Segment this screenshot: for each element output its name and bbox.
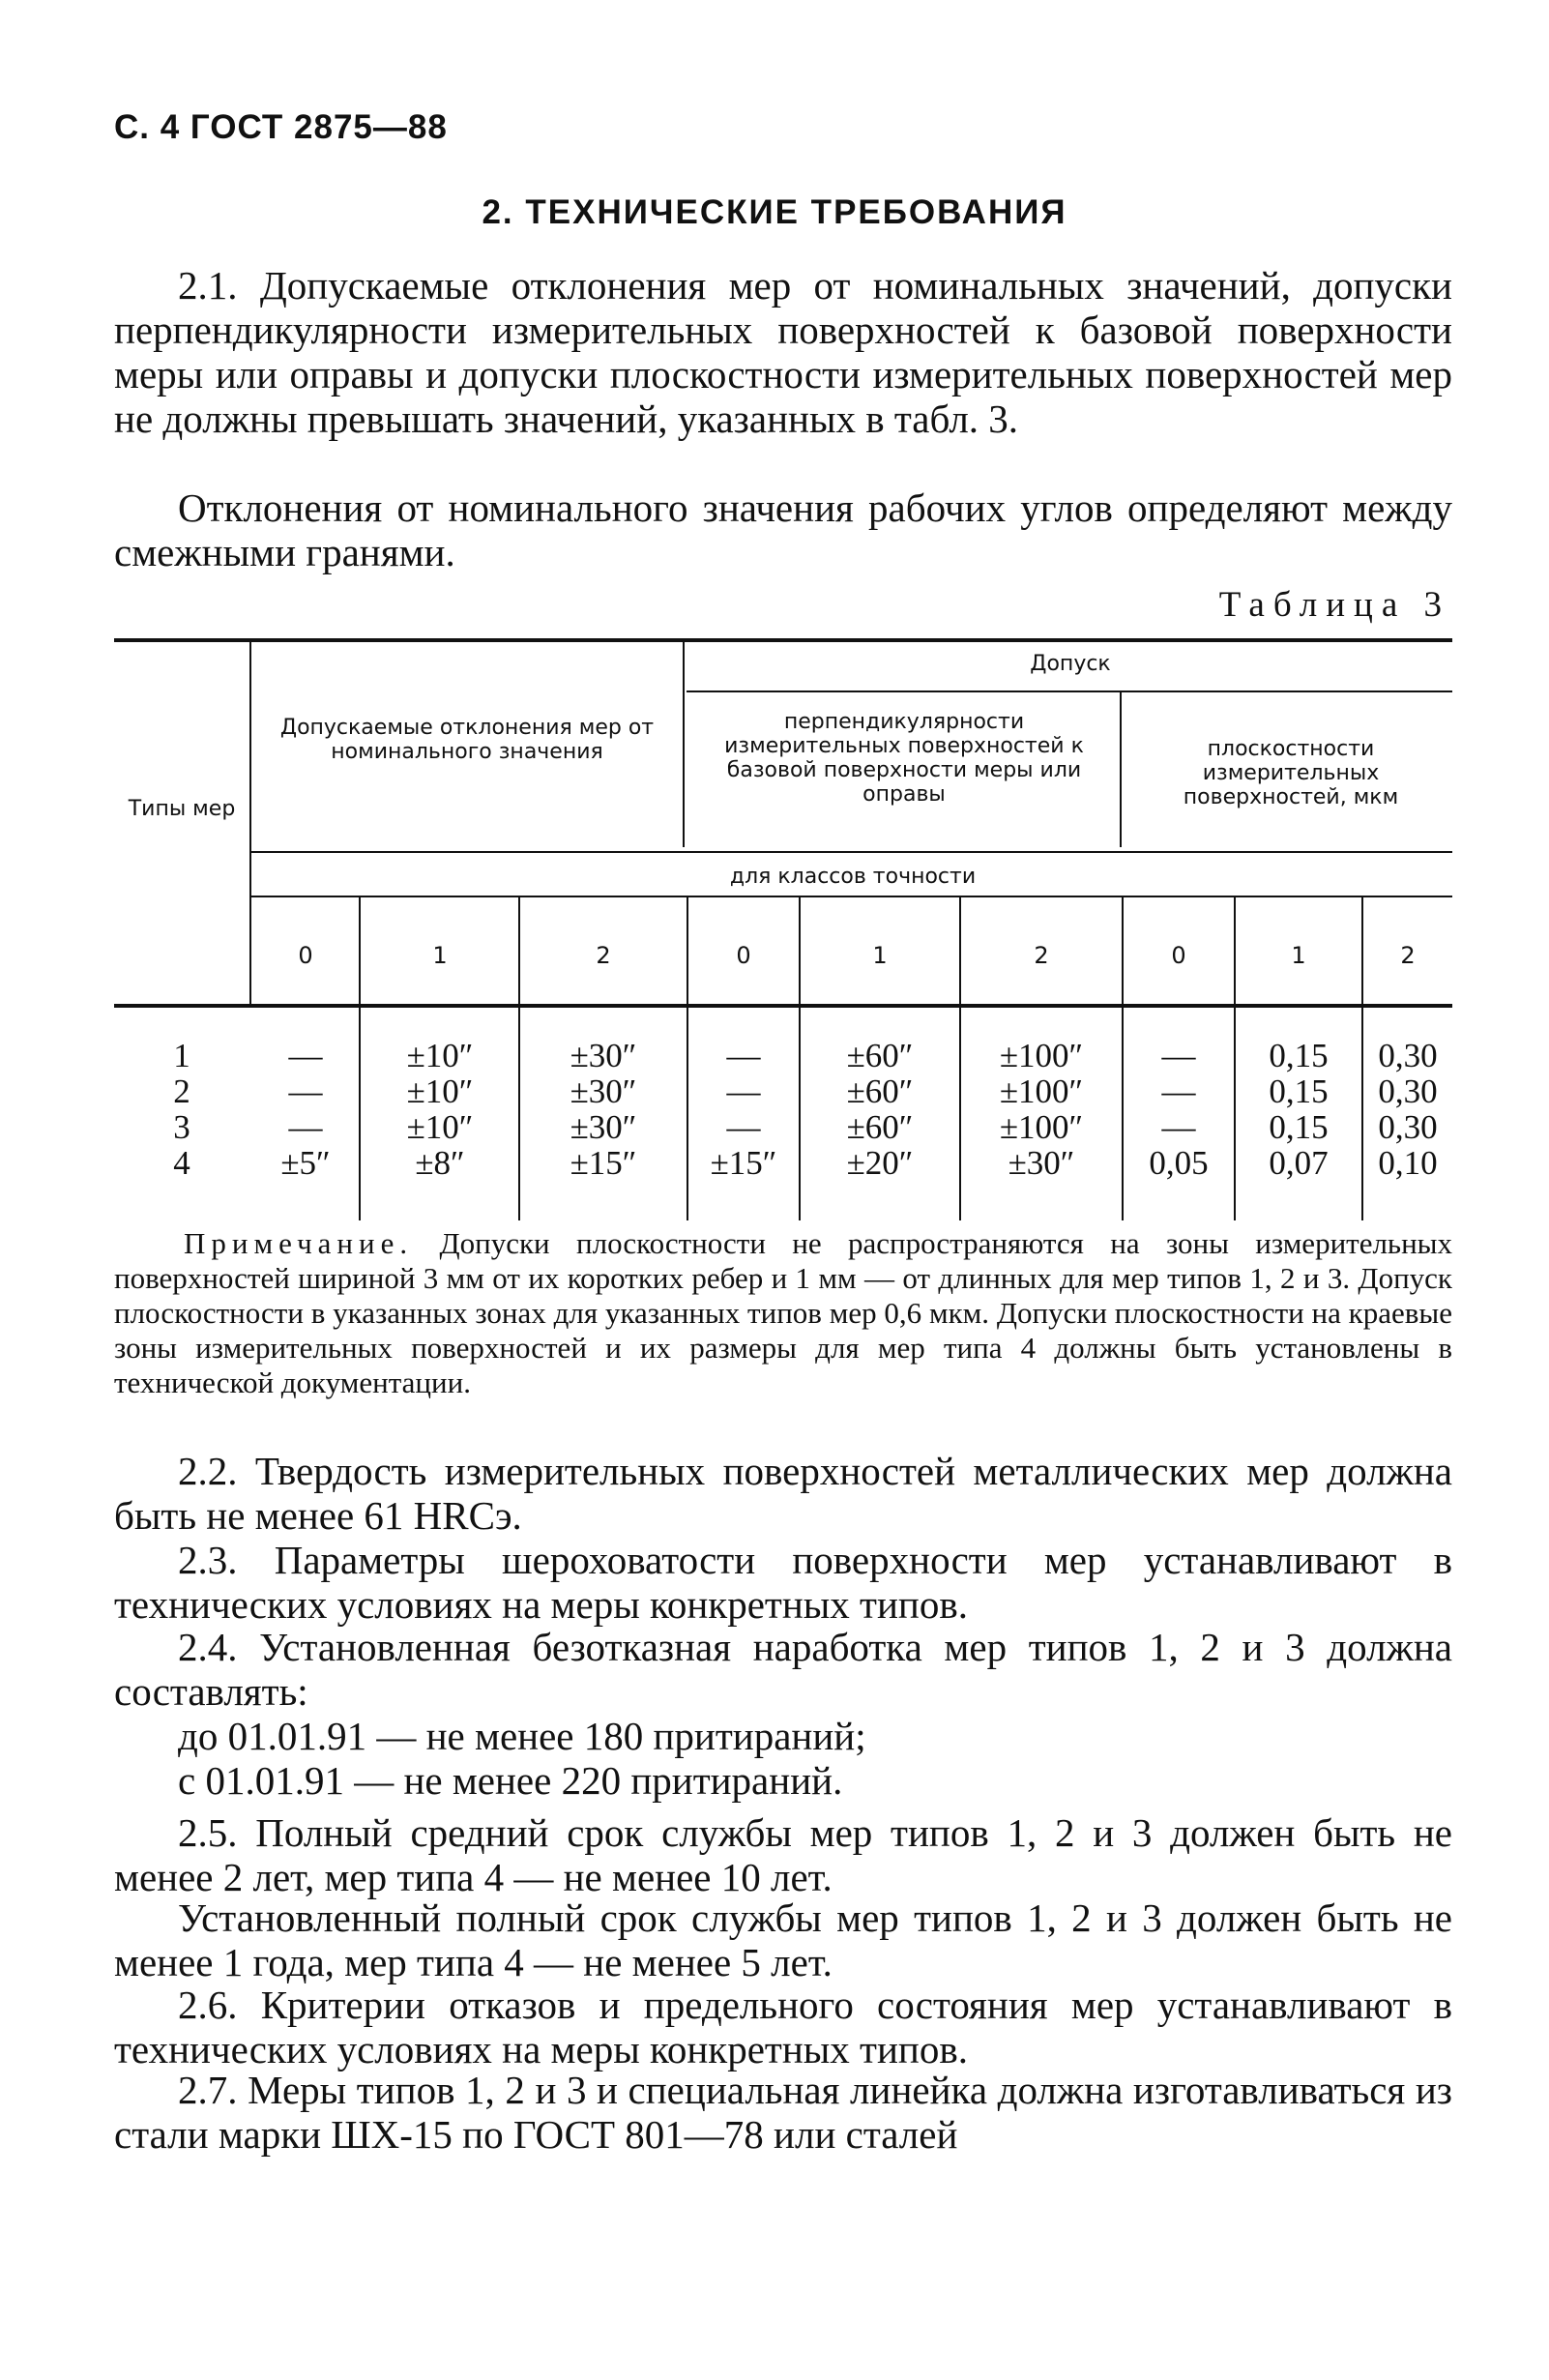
- table-cell: —: [1161, 1037, 1196, 1074]
- column-header-deviation: Допускаемые отклонения мер от номинального значения: [279, 716, 655, 764]
- table-caption: Таблица 3: [1218, 585, 1450, 625]
- table-cell: ±15″: [570, 1144, 637, 1182]
- class-label: 1: [872, 942, 888, 969]
- paragraph-2-4-a: до 01.01.91 — не менее 180 притираний;: [178, 1714, 866, 1758]
- table-cell: 4: [173, 1144, 190, 1182]
- paragraph-2-5: 2.5. Полный средний срок службы мер типов 1, 2 и 3 должен быть не менее 2 лет, мер типа 4 — не менее 10 лет.: [114, 1810, 1452, 1899]
- table-cell: —: [288, 1072, 323, 1110]
- table-cell: 0,30: [1378, 1108, 1438, 1146]
- class-label: 0: [736, 942, 751, 969]
- running-head: С. 4 ГОСТ 2875—88: [114, 108, 448, 146]
- paragraph-2-3: 2.3. Параметры шероховатости поверхности мер устанавливают в технических условиях на меры конкретных типов.: [114, 1538, 1452, 1627]
- table-cell: 0,15: [1269, 1037, 1329, 1074]
- table-cell: ±5″: [280, 1144, 331, 1182]
- class-label: 0: [298, 942, 313, 969]
- table-cell: ±30″: [570, 1037, 637, 1074]
- paragraph-2-4: 2.4. Установленная безотказная наработка мер типов 1, 2 и 3 должна составлять:: [114, 1625, 1452, 1714]
- table-cell: ±20″: [846, 1144, 914, 1182]
- class-label: 1: [1291, 942, 1306, 969]
- table-column-flat-class-2: [1363, 1038, 1452, 1181]
- header-divider: [251, 851, 1452, 853]
- table-cell: ±8″: [415, 1144, 465, 1182]
- table-cell: ±100″: [999, 1037, 1084, 1074]
- column-divider: [359, 897, 361, 1220]
- table-cell: 0,30: [1378, 1072, 1438, 1110]
- table-cell: 1: [173, 1037, 190, 1074]
- table-column-deviation-class-0: [253, 1038, 358, 1181]
- table-cell: 0,05: [1149, 1144, 1209, 1182]
- header-divider: [683, 642, 685, 847]
- class-label: 2: [1034, 942, 1049, 969]
- table-cell: 0,15: [1269, 1108, 1329, 1146]
- column-header-perpendicularity: перпендикулярности измерительных поверхностей к базовой поверхности меры или оправы: [724, 710, 1084, 807]
- table-cell: ±60″: [846, 1037, 914, 1074]
- table-cell: —: [288, 1037, 323, 1074]
- header-divider: [1120, 692, 1122, 847]
- table-column-deviation-class-2: [520, 1038, 687, 1181]
- paragraph-2-1-angles: Отклонения от номинального значения рабочих углов определяют между смежными гранями.: [114, 485, 1452, 574]
- header-divider: [251, 896, 1452, 897]
- table-top-rule: [114, 638, 1452, 642]
- header-divider: [249, 642, 251, 1006]
- paragraph-2-4-b: с 01.01.91 — не менее 220 притираний.: [178, 1758, 843, 1803]
- note-text: Допуски плоскостности не распространяются на зоны измерительных поверхностей шириной 3 мм от их коротких ребер и 1 мм — от длинных для мер типов 1, 2 и 3. Допуск плоскостности в указанных зонах для указанных типов мер 0,6 мкм. Допуски плоскостности на краевые зоны измерительных поверхностей и их размеры для мер типа 4 должны быть установлены в технической документации.: [114, 1226, 1452, 1399]
- table-cell: ±30″: [570, 1072, 637, 1110]
- table-cell: ±60″: [846, 1072, 914, 1110]
- column-header-flatness: плоскостности измерительных поверхностей, мкм: [1183, 737, 1399, 809]
- table-cell: —: [1161, 1072, 1196, 1110]
- table-cell: 0,30: [1378, 1037, 1438, 1074]
- table-column-perp-class-1: [801, 1038, 959, 1181]
- table-cell: ±10″: [406, 1037, 474, 1074]
- table-cell: ±100″: [999, 1072, 1084, 1110]
- table-column-flat-class-1: [1236, 1038, 1361, 1181]
- table-header-rule: [114, 1004, 1452, 1008]
- table-column-types: [126, 1038, 238, 1181]
- header-divider: [687, 690, 1452, 692]
- table-cell: ±30″: [1008, 1144, 1075, 1182]
- table-cell: —: [726, 1072, 761, 1110]
- paragraph-2-1: 2.1. Допускаемые отклонения мер от номинальных значений, допуски перпендикулярности измерительных поверхностей к базовой поверхности меры или оправы и допуски плоскостности измерительных поверхностей мер не должны превышать значений, указанных в табл. 3.: [114, 263, 1452, 441]
- column-header-tolerance: Допуск: [1030, 652, 1111, 676]
- accuracy-classes-label: для классов точности: [729, 865, 977, 889]
- table-column-flat-class-0: [1124, 1038, 1234, 1181]
- table-cell: —: [288, 1108, 323, 1146]
- table-cell: ±100″: [999, 1108, 1084, 1146]
- table-cell: ±60″: [846, 1108, 914, 1146]
- class-label: 1: [432, 942, 448, 969]
- class-label: 2: [1400, 942, 1416, 969]
- paragraph-2-7: 2.7. Меры типов 1, 2 и 3 и специальная линейка должна изготавливаться из стали марки ШХ-15 по ГОСТ 801—78 или сталей: [114, 2068, 1452, 2157]
- table-cell: —: [1161, 1108, 1196, 1146]
- paragraph-2-2: 2.2. Твердость измерительных поверхностей металлических мер должна быть не менее 61 HRCэ.: [114, 1449, 1452, 1538]
- table-cell: 2: [173, 1072, 190, 1110]
- table-cell: ±10″: [406, 1072, 474, 1110]
- section-title: 2. ТЕХНИЧЕСКИЕ ТРЕБОВАНИЯ: [482, 193, 1067, 231]
- table-cell: ±10″: [406, 1108, 474, 1146]
- class-label: 2: [596, 942, 611, 969]
- table-note: [114, 1226, 1452, 1400]
- table-cell: —: [726, 1037, 761, 1074]
- table-cell: 3: [173, 1108, 190, 1146]
- note-label: Примечание.: [184, 1226, 414, 1260]
- table-column-perp-class-0: [688, 1038, 799, 1181]
- table-cell: ±30″: [570, 1108, 637, 1146]
- class-label: 0: [1171, 942, 1186, 969]
- paragraph-2-6: 2.6. Критерии отказов и предельного состояния мер устанавливают в технических условиях на меры конкретных типов.: [114, 1983, 1452, 2071]
- table-cell: 0,07: [1269, 1144, 1329, 1182]
- table-column-deviation-class-1: [362, 1038, 518, 1181]
- column-header-types: Типы мер: [128, 797, 236, 821]
- paragraph-2-5-b: Установленный полный срок службы мер типов 1, 2 и 3 должен быть не менее 1 года, мер типа 4 — не менее 5 лет.: [114, 1895, 1452, 1984]
- table-cell: 0,10: [1378, 1144, 1438, 1182]
- table-cell: ±15″: [710, 1144, 777, 1182]
- table-cell: —: [726, 1108, 761, 1146]
- table-cell: 0,15: [1269, 1072, 1329, 1110]
- table-column-perp-class-2: [961, 1038, 1122, 1181]
